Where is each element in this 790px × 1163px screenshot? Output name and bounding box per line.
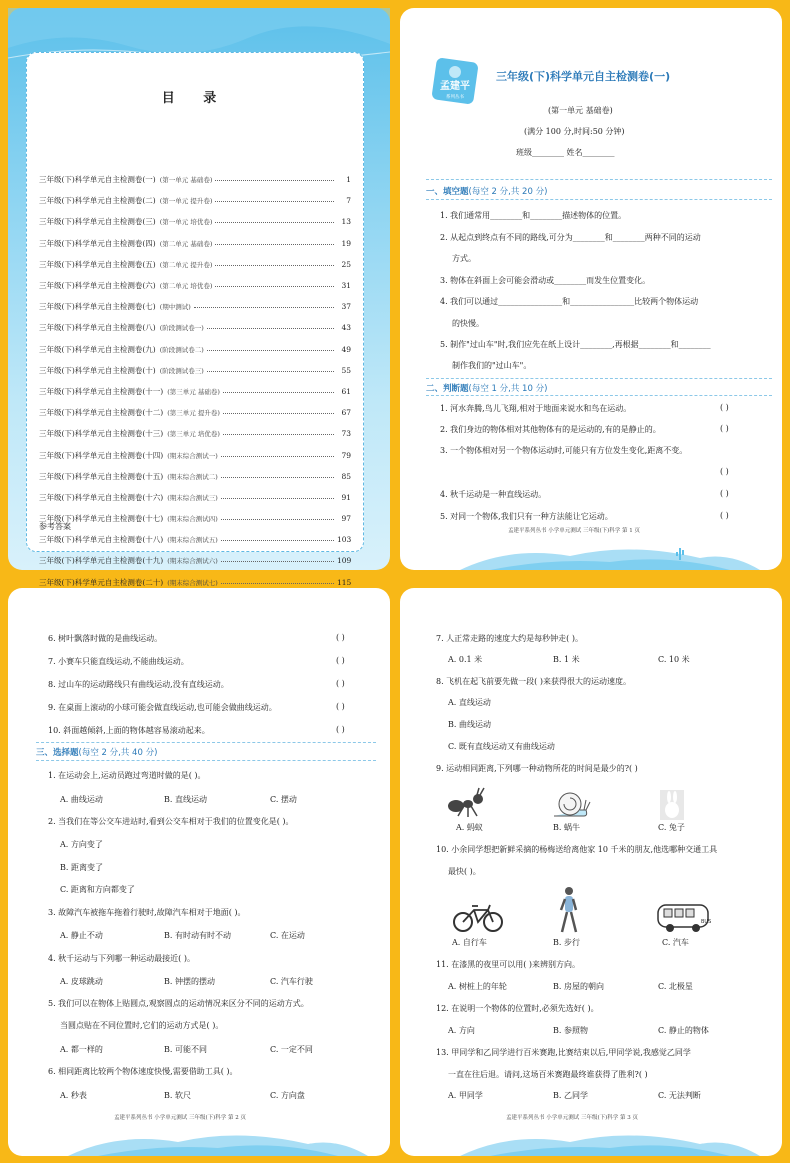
- choice-q2: 2. 当我们在等公交车进站时,看到公交车相对于我们的位置变化是( )。: [48, 817, 294, 826]
- toc-entry[interactable]: [39, 444, 351, 465]
- logo-sub: 系列丛书: [446, 95, 464, 100]
- toc-entry-page: 43: [341, 323, 351, 333]
- toc-leader-dots: [221, 498, 334, 499]
- toc-entry-page: 103: [337, 535, 352, 545]
- toc-entry-page: 25: [341, 259, 351, 269]
- page-footer-2: 孟建平系列丛书 小学单元测试 三年级(下)科学 第 2 页: [114, 1115, 247, 1121]
- toc-entry-subtitle: (期末综合测试六): [167, 557, 218, 566]
- toc-leader-dots: [221, 583, 334, 584]
- divider: [36, 742, 376, 743]
- toc-entry[interactable]: [39, 466, 351, 487]
- option[interactable]: A. 曲线运动: [60, 795, 103, 804]
- toc-entry[interactable]: [39, 423, 351, 444]
- option[interactable]: A. 秒表: [60, 1091, 87, 1100]
- choice-q6: 6. 相同距离比较两个物体速度快慢,需要借助工具( )。: [48, 1067, 238, 1076]
- toc-entry-subtitle: (期末综合测试四): [167, 515, 218, 524]
- toc-entry-title: 三年级(下)科学单元自主检测卷(十一): [39, 386, 164, 396]
- option[interactable]: C. 距离和方向都变了: [60, 885, 135, 894]
- toc-entry-page: 73: [341, 429, 351, 439]
- caption[interactable]: B. 蜗牛: [553, 823, 580, 832]
- choice-q13: 13. 甲同学和乙同学进行百米赛跑,比赛结束以后,甲同学说,我感觉乙同学: [436, 1048, 691, 1057]
- option[interactable]: B. 曲线运动: [448, 720, 491, 729]
- option[interactable]: C. 既有直线运动又有曲线运动: [448, 742, 555, 751]
- bus-icon: [656, 902, 714, 934]
- judge-q5: 5. 对同一个物体,我们只有一种方法能让它运动。: [440, 512, 613, 521]
- toc-entry-title: 三年级(下)科学单元自主检测卷(十六): [39, 492, 164, 502]
- fill-q4-cont: 的快慢。: [452, 319, 484, 328]
- option[interactable]: A. 皮球跳动: [60, 977, 103, 986]
- toc-entry-subtitle: (阶段测试卷一): [159, 324, 204, 333]
- rabbit-icon: [660, 790, 684, 820]
- toc-entry[interactable]: [39, 317, 351, 338]
- toc-entry-title: 三年级(下)科学单元自主检测卷(十五): [39, 471, 164, 481]
- footer-wave-decoration: [8, 1120, 390, 1156]
- toc-entry-subtitle: (第二单元 提升卷): [159, 260, 213, 269]
- toc-entry-subtitle: (阶段测试卷二): [159, 345, 204, 354]
- toc-entry-page: 85: [341, 471, 351, 481]
- answer-paren[interactable]: ( ): [336, 725, 345, 734]
- toc-leader-dots: [221, 456, 334, 457]
- toc-entry-subtitle: (期末综合测试三): [167, 493, 218, 502]
- fill-q5-cont: 制作我们的"过山车"。: [452, 361, 532, 370]
- toc-entry-title: 三年级(下)科学单元自主检测卷(一): [39, 175, 156, 185]
- page-footer-3: 孟建平系列丛书 小学单元测试 三年级(下)科学 第 3 页: [506, 1115, 639, 1121]
- toc-entry[interactable]: [39, 169, 351, 190]
- exam-name-line[interactable]: 班级________ 姓名________: [516, 148, 615, 157]
- snail-icon: [550, 786, 590, 820]
- toc-entry-title: 三年级(下)科学单元自主检测卷(六): [39, 281, 156, 291]
- choice-q8: 8. 飞机在起飞前要先做一段( )来获得很大的运动速度。: [436, 677, 631, 686]
- toc-leader-dots: [221, 519, 334, 520]
- option[interactable]: A. 方向: [448, 1026, 475, 1035]
- toc-entry-page: 97: [341, 514, 351, 524]
- option[interactable]: A. 直线运动: [448, 698, 491, 707]
- judge-q10: 10. 斜面越倾斜,上面的物体越容易滚动起来。: [48, 726, 210, 735]
- toc-entry-subtitle: (第三单元 基础卷): [167, 387, 220, 396]
- judge-q7: 7. 小赛车只能直线运动,不能曲线运动。: [48, 657, 189, 666]
- toc-entry[interactable]: [39, 360, 351, 381]
- toc-entry[interactable]: [39, 550, 351, 571]
- toc-entry-title: 三年级(下)科学单元自主检测卷(五): [39, 259, 156, 269]
- answer-paren[interactable]: ( ): [336, 702, 345, 711]
- toc-list: [39, 169, 351, 593]
- toc-leader-dots: [215, 244, 334, 245]
- choice-q9: 9. 运动相同距离,下列哪一种动物所花的时间是最少的?( ): [436, 764, 638, 773]
- toc-entry-page: 67: [341, 408, 351, 418]
- option[interactable]: C. 在运动: [270, 931, 305, 940]
- choice-q5: 5. 我们可以在物体上贴圆点,观察圆点的运动情况来区分不同的运动方式。: [48, 999, 309, 1008]
- toc-entry-subtitle: (期末综合测试五): [167, 536, 218, 545]
- toc-entry-subtitle: (期末综合测试一): [167, 451, 218, 460]
- ant-icon: [446, 786, 492, 820]
- option[interactable]: B. 1 米: [553, 655, 580, 664]
- caption[interactable]: C. 汽车: [662, 938, 689, 947]
- toc-entry-page: 55: [341, 365, 351, 375]
- toc-entry-page: 79: [341, 450, 351, 460]
- toc-entry-page: 49: [341, 344, 351, 354]
- caption[interactable]: B. 步行: [553, 938, 580, 947]
- footer-wave-decoration: [400, 1120, 782, 1156]
- toc-entry-title: 三年级(下)科学单元自主检测卷(八): [39, 323, 156, 333]
- divider: [426, 179, 772, 180]
- toc-entry[interactable]: [39, 190, 351, 211]
- toc-entry-subtitle: (第三单元 培优卷): [167, 430, 220, 439]
- judge-q8: 8. 过山车的运动路线只有曲线运动,没有直线运动。: [48, 680, 229, 689]
- toc-entry[interactable]: [39, 275, 351, 296]
- toc-entry-subtitle: (第二单元 培优卷): [159, 282, 213, 291]
- toc-leader-dots: [221, 540, 334, 541]
- option[interactable]: C. 静止的物体: [658, 1026, 709, 1035]
- judge-q4: 4. 秋千运动是一种直线运动。: [440, 490, 547, 499]
- judge-q6: 6. 树叶飘落时做的是曲线运动。: [48, 634, 163, 643]
- option[interactable]: C. 方向盘: [270, 1091, 305, 1100]
- toc-entry-title: 三年级(下)科学单元自主检测卷(十四): [39, 450, 164, 460]
- toc-entry-title: 三年级(下)科学单元自主检测卷(七): [39, 302, 156, 312]
- toc-entry-page: 19: [341, 238, 351, 248]
- brand-logo-icon: [430, 58, 480, 104]
- bus-label: BUS: [701, 919, 712, 925]
- toc-leader-dots: [223, 413, 334, 414]
- fill-q5: 5. 制作"过山车"时,我们应先在纸上设计________,再根据________和________: [440, 340, 711, 349]
- option[interactable]: A. 方向变了: [60, 840, 103, 849]
- toc-entry-title: 三年级(下)科学单元自主检测卷(十三): [39, 429, 164, 439]
- toc-leader-dots: [194, 307, 334, 308]
- choice-q3: 3. 故障汽车被拖车拖着行驶时,故障汽车相对于地面( )。: [48, 908, 246, 917]
- toc-entry-title: 三年级(下)科学单元自主检测卷(三): [39, 217, 156, 227]
- toc-entry-subtitle: (第三单元 提升卷): [167, 409, 220, 418]
- divider: [36, 760, 376, 761]
- option[interactable]: B. 软尺: [164, 1091, 191, 1100]
- choice-q1: 1. 在运动会上,运动员跑过弯道时做的是( )。: [48, 771, 206, 780]
- toc-leader-dots: [215, 222, 334, 223]
- caption[interactable]: C. 兔子: [658, 823, 685, 832]
- choice-q10: 10. 小余同学想把新鲜采摘的杨梅送给离他家 10 千米的朋友,他选哪种交通工具: [436, 845, 718, 854]
- toc-entry[interactable]: [39, 296, 351, 317]
- toc-entry-page: 31: [341, 281, 351, 291]
- page-footer-1: 孟建平系列丛书 小学单元测试 三年级(下)科学 第 1 页: [508, 528, 641, 534]
- toc-leader-dots: [221, 561, 334, 562]
- walking-person-icon: [556, 886, 582, 934]
- option[interactable]: B. 距离变了: [60, 863, 103, 872]
- toc-entry-page: 7: [346, 196, 351, 206]
- fill-q3: 3. 物体在斜面上会可能会滑动或________而发生位置变化。: [440, 276, 651, 285]
- option[interactable]: A. 都一样的: [60, 1045, 103, 1054]
- toc-entry-page: 61: [341, 386, 351, 396]
- option[interactable]: A. 静止不动: [60, 931, 103, 940]
- toc-entry-page: 109: [337, 556, 352, 566]
- answer-paren[interactable]: ( ): [720, 511, 729, 520]
- caption[interactable]: A. 蚂蚁: [456, 823, 483, 832]
- exam-meta: (满分 100 分,时间:50 分钟): [524, 127, 625, 136]
- option[interactable]: B. 乙同学: [553, 1091, 588, 1100]
- exam-unit: (第一单元 基础卷): [548, 106, 613, 115]
- section-fill-heading: 一、填空题(每空 2 分,共 20 分): [426, 187, 548, 197]
- toc-entry-subtitle: (第一单元 基础卷): [159, 176, 213, 185]
- toc-entry-subtitle: (期中测试): [159, 303, 191, 312]
- toc-entry[interactable]: [39, 211, 351, 232]
- toc-leader-dots: [221, 477, 334, 478]
- option[interactable]: A. 树桩上的年轮: [448, 982, 507, 991]
- toc-entry[interactable]: [39, 233, 351, 254]
- toc-entry-page: 1: [346, 175, 351, 185]
- toc-entry-title: 三年级(下)科学单元自主检测卷(十八): [39, 535, 164, 545]
- bicycle-icon: [452, 902, 504, 934]
- toc-entry-title: 三年级(下)科学单元自主检测卷(九): [39, 344, 156, 354]
- option[interactable]: B. 参照物: [553, 1026, 588, 1035]
- judge-q9: 9. 在桌面上滚动的小球可能会做直线运动,也可能会做曲线运动。: [48, 703, 277, 712]
- toc-entry-subtitle: (阶段测试卷三): [159, 366, 204, 375]
- exam-title: 三年级(下)科学单元自主检测卷(一): [496, 70, 671, 83]
- divider: [426, 395, 772, 396]
- option[interactable]: A. 0.1 米: [448, 655, 483, 664]
- toc-entry-page: 115: [337, 577, 352, 587]
- toc-entry-subtitle: (第一单元 培优卷): [159, 218, 213, 227]
- toc-leader-dots: [215, 180, 334, 181]
- option[interactable]: B. 房屋的朝向: [553, 982, 604, 991]
- footer-wave-decoration: [400, 532, 782, 570]
- toc-entry-subtitle: (第一单元 提升卷): [159, 197, 213, 206]
- answer-paren[interactable]: ( ): [720, 467, 729, 476]
- option[interactable]: C. 无法判断: [658, 1091, 701, 1100]
- toc-entry[interactable]: [39, 508, 351, 529]
- judge-q3: 3. 一个物体相对另一个物体运动时,可能只有方位发生变化,距离不变。: [440, 446, 688, 455]
- judge-q2: 2. 我们身边的物体相对其他物体有的是运动的,有的是静止的。: [440, 425, 661, 434]
- fill-q4: 4. 我们可以通过________________和________________比较两个物体运动: [440, 297, 699, 306]
- toc-leader-dots: [207, 328, 334, 329]
- option[interactable]: B. 直线运动: [164, 795, 207, 804]
- answer-paren[interactable]: ( ): [720, 489, 729, 498]
- fill-q2: 2. 从起点到终点有不同的路线,可分为________和________两种不同的运动: [440, 233, 701, 242]
- section-choice-heading: 三、选择题(每空 2 分,共 40 分): [36, 748, 158, 758]
- toc-entry-title: 三年级(下)科学单元自主检测卷(二十): [39, 577, 164, 587]
- toc-entry-subtitle: (期末综合测试二): [167, 472, 218, 481]
- section-judge-heading: 二、判断题(每空 1 分,共 10 分): [426, 384, 548, 394]
- answer-paren[interactable]: ( ): [336, 679, 345, 688]
- divider: [426, 199, 772, 200]
- choice-q11: 11. 在漆黑的夜里可以用( )来辨别方向。: [436, 960, 581, 969]
- toc-entry-title: 三年级(下)科学单元自主检测卷(四): [39, 238, 156, 248]
- option[interactable]: B. 可能不同: [164, 1045, 207, 1054]
- option[interactable]: C. 10 米: [658, 655, 690, 664]
- option[interactable]: B. 钟摆的摆动: [164, 977, 215, 986]
- toc-leader-dots: [215, 201, 334, 202]
- toc-leader-dots: [215, 265, 334, 266]
- toc-answers[interactable]: 参考答案: [39, 522, 71, 531]
- answer-paren[interactable]: ( ): [720, 424, 729, 433]
- choice-q10-cont: 最快( )。: [448, 867, 481, 876]
- choice-q13-cont: 一直在往后退。请问,这场百米赛跑最终谁获得了胜利?( ): [448, 1070, 648, 1079]
- toc-entry-title: 三年级(下)科学单元自主检测卷(十二): [39, 408, 164, 418]
- toc-page: [8, 8, 390, 587]
- logo-text: 孟建平: [440, 81, 470, 92]
- choice-q12: 12. 在说明一个物体的位置时,必须先选好( )。: [436, 1004, 599, 1013]
- option[interactable]: C. 摆动: [270, 795, 297, 804]
- toc-entry-subtitle: (期末综合测试七): [167, 578, 218, 587]
- divider: [426, 378, 772, 379]
- toc-entry-title: 三年级(下)科学单元自主检测卷(十七): [39, 514, 164, 524]
- toc-leader-dots: [223, 434, 334, 435]
- option[interactable]: A. 甲同学: [448, 1091, 483, 1100]
- toc-leader-dots: [223, 392, 334, 393]
- toc-entry[interactable]: [39, 254, 351, 275]
- toc-entry-page: 13: [341, 217, 351, 227]
- toc-entry[interactable]: [39, 487, 351, 508]
- fill-q2-cont: 方式。: [452, 254, 476, 263]
- answer-paren[interactable]: ( ): [720, 403, 729, 412]
- toc-leader-dots: [207, 350, 334, 351]
- answer-paren[interactable]: ( ): [336, 656, 345, 665]
- toc-entry[interactable]: [39, 402, 351, 423]
- toc-entry-page: 37: [341, 302, 351, 312]
- toc-entry[interactable]: [39, 381, 351, 402]
- choice-q7: 7. 人正常走路的速度大约是每秒钟走( )。: [436, 634, 583, 643]
- toc-card: [26, 52, 364, 587]
- option[interactable]: B. 有时动有时不动: [164, 931, 231, 940]
- option[interactable]: C. 汽车行驶: [270, 977, 313, 986]
- toc-leader-dots: [207, 371, 334, 372]
- judge-q1: 1. 河水奔腾,鸟儿飞翔,相对于地面来说水和鸟在运动。: [440, 404, 632, 413]
- toc-title: 目 录: [161, 91, 229, 106]
- toc-entry-page: 91: [341, 492, 351, 502]
- toc-entry-title: 三年级(下)科学单元自主检测卷(十九): [39, 556, 164, 566]
- option[interactable]: C. 一定不同: [270, 1045, 313, 1054]
- answer-paren[interactable]: ( ): [336, 633, 345, 642]
- toc-leader-dots: [215, 286, 334, 287]
- toc-entry-subtitle: (第二单元 基础卷): [159, 239, 213, 248]
- toc-entry-title: 三年级(下)科学单元自主检测卷(二): [39, 196, 156, 206]
- toc-entry-title: 三年级(下)科学单元自主检测卷(十): [39, 365, 156, 375]
- choice-q4: 4. 秋千运动与下列哪一种运动最接近( )。: [48, 954, 195, 963]
- choice-q5-cont: 当圆点贴在不同位置时,它们的运动方式是( )。: [60, 1021, 224, 1030]
- toc-entry[interactable]: [39, 339, 351, 360]
- caption[interactable]: A. 自行车: [452, 938, 487, 947]
- toc-entry[interactable]: [39, 529, 351, 550]
- option[interactable]: C. 北极星: [658, 982, 693, 991]
- fill-q1: 1. 我们通常用________和________描述物体的位置。: [440, 211, 627, 220]
